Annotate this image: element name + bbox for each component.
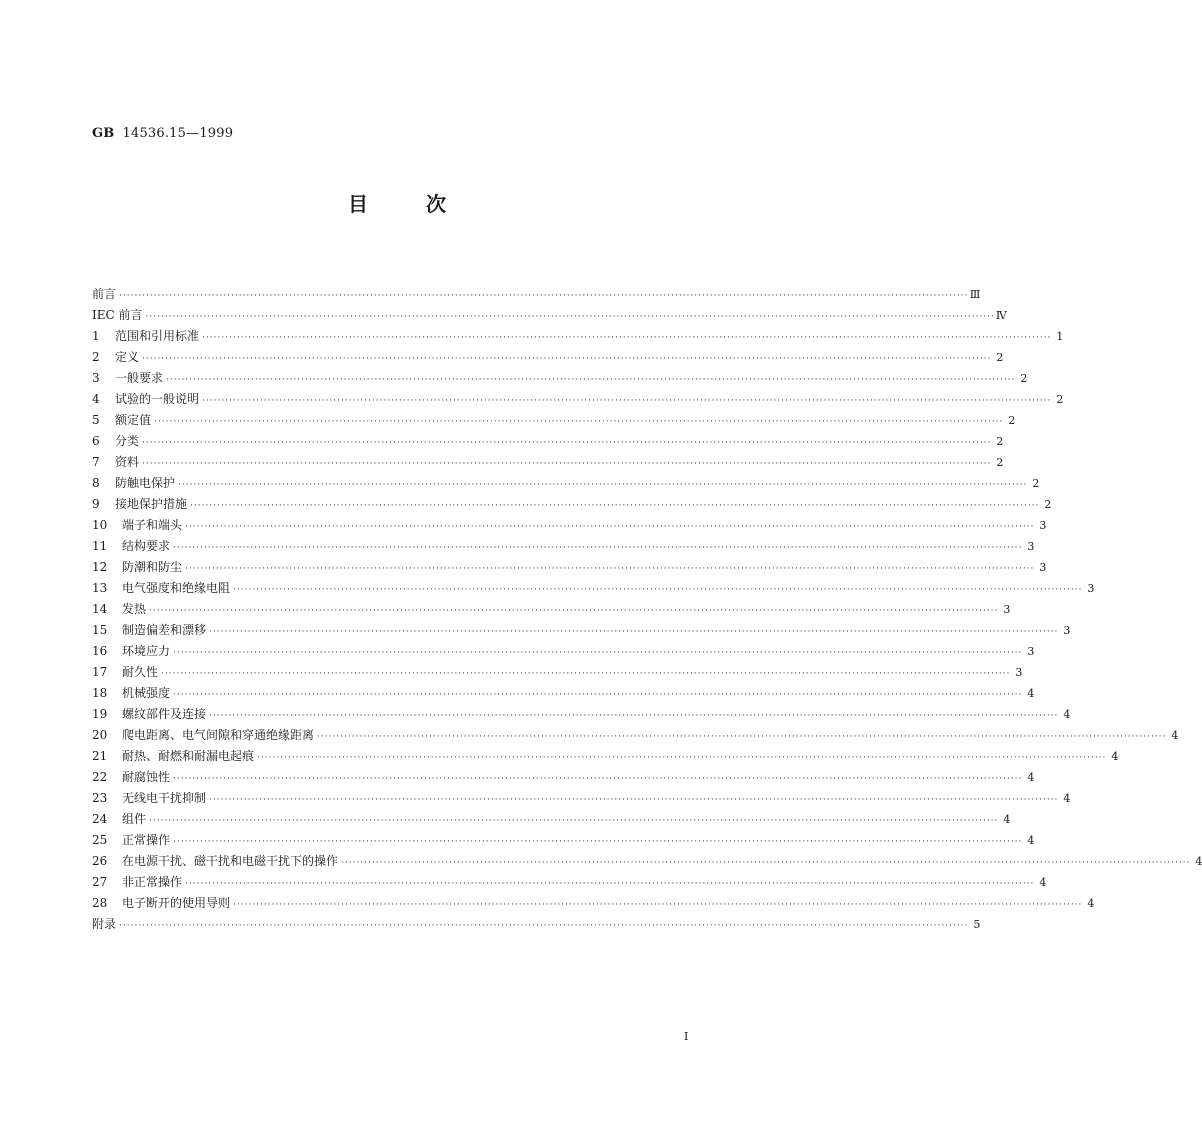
toc-entry-label: 定义 [115,350,140,364]
toc-entry-page: 4 [1027,771,1035,784]
toc-leader-dots: ···························································································································································································································· [166,375,1016,385]
toc-entry-page: 4 [1003,813,1011,826]
toc-entry[interactable] [92,431,1004,452]
toc-entry-number: 5 [92,413,100,427]
toc-entry-number: 1 [92,329,100,343]
toc-entry-label: 试验的一般说明 [115,392,200,406]
toc-leader-dots: ···························································································································································································································· [142,459,992,469]
toc-leader-dots: ···························································································································································································································· [185,879,1035,889]
toc-entry-page: 2 [996,456,1004,469]
toc-entry-label: 接地保护措施 [115,497,188,511]
toc-entry[interactable] [92,536,1035,557]
toc-leader-dots: ···························································································································································································································· [173,690,1023,700]
toc-leader-dots: ···························································································································································································································· [173,774,1023,784]
toc-entry[interactable] [92,872,1047,893]
toc-entry[interactable] [92,410,1016,431]
toc-entry-number: 22 [92,770,108,784]
toc-entry-page: 4 [1027,687,1035,700]
toc-leader-dots: ···························································································································································································································· [173,543,1023,553]
toc-entry-number: 10 [92,518,108,532]
toc-entry-page: 3 [1027,540,1035,553]
toc-entry-label: 端子和端头 [122,518,183,532]
toc-entry-number: 28 [92,896,108,910]
toc-entry-page: 2 [996,435,1004,448]
toc-entry-number: 3 [92,371,100,385]
toc-entry-number: 25 [92,833,108,847]
toc-entry-label: 制造偏差和漂移 [122,623,207,637]
toc-entry-number: 7 [92,455,100,469]
toc-entry-label: 耐腐蚀性 [122,770,171,784]
toc-leader-dots: ···························································································································································································································· [233,900,1083,910]
toc-entry-page: 4 [1063,792,1071,805]
toc-leader-dots: ···························································································································································································································· [317,732,1167,742]
toc-entry-label: 电子断开的使用导则 [122,896,231,910]
toc-entry[interactable] [92,683,1035,704]
toc-leader-dots: ···························································································································································································································· [257,753,1107,763]
toc-entry-label: 爬电距离、电气间隙和穿通绝缘距离 [122,728,315,742]
toc-leader-dots: ···························································································································································································································· [149,816,999,826]
toc-entry[interactable] [92,641,1035,662]
table-of-contents [92,284,1202,935]
toc-entry-label: 资料 [115,455,140,469]
toc-leader-dots: ···························································································································································································································· [178,480,1028,490]
toc-entry-page: 4 [1087,897,1095,910]
toc-leader-dots: ···························································································································································································································· [233,585,1083,595]
toc-entry-label: 分类 [115,434,140,448]
standard-code: GB [92,126,115,141]
toc-leader-dots: ···························································································································································································································· [209,795,1059,805]
toc-leader-dots: ···························································································································································································································· [209,627,1059,637]
toc-entry[interactable] [92,452,1004,473]
toc-entry[interactable] [92,704,1071,725]
toc-entry-number: 2 [92,350,100,364]
toc-entry-label: 在电源干扰、磁干扰和电磁干扰下的操作 [122,854,339,868]
toc-entry-label: 额定值 [115,413,152,427]
toc-entry[interactable] [92,809,1011,830]
toc-leader-dots: ···························································································································································································································· [154,417,1004,427]
toc-entry[interactable] [92,662,1023,683]
toc-entry-label: 发热 [122,602,147,616]
toc-entry-page: 4 [1171,729,1179,742]
toc-entry-page: 2 [1032,477,1040,490]
toc-entry[interactable] [92,578,1095,599]
page-title: 目次 [348,192,504,216]
toc-entry-label: 螺纹部件及连接 [122,707,207,721]
toc-entry-page: 2 [1044,498,1052,511]
standard-number: 14536.15—1999 [122,126,234,141]
toc-entry[interactable] [92,368,1028,389]
toc-entry-page: Ⅲ [969,288,981,301]
toc-entry-page: 4 [1027,834,1035,847]
toc-entry-number: 11 [92,539,108,553]
toc-leader-dots: ···························································································································································································································· [190,501,1040,511]
toc-entry[interactable] [92,725,1179,746]
toc-entry-number: 14 [92,602,108,616]
toc-entry-number: 16 [92,644,108,658]
toc-entry-label: 耐热、耐燃和耐漏电起痕 [122,749,255,763]
toc-entry-label: 无线电干扰抑制 [122,791,207,805]
toc-entry-number: 6 [92,434,100,448]
toc-entry[interactable] [92,767,1035,788]
toc-leader-dots: ···························································································································································································································· [341,858,1191,868]
toc-entry-label: 一般要求 [115,371,164,385]
toc-entry-page: 3 [1039,519,1047,532]
document-header [92,126,233,141]
toc-entry-number: 19 [92,707,108,721]
toc-entry-number: 17 [92,665,108,679]
toc-leader-dots: ···························································································································································································································· [161,669,1011,679]
toc-entry-label: 附录 [92,917,117,931]
toc-entry-page: 5 [973,918,981,931]
toc-leader-dots: ···························································································································································································································· [185,522,1035,532]
toc-entry-number: 9 [92,497,100,511]
toc-entry[interactable] [92,389,1064,410]
toc-entry[interactable] [92,620,1071,641]
toc-leader-dots: ···························································································································································································································· [173,837,1023,847]
toc-entry-number: 15 [92,623,108,637]
toc-entry[interactable] [92,788,1071,809]
toc-entry-label: 环境应力 [122,644,171,658]
toc-entry-number: 20 [92,728,108,742]
toc-entry[interactable] [92,347,1004,368]
toc-leader-dots: ···························································································································································································································· [202,396,1052,406]
toc-entry-page: 4 [1063,708,1071,721]
toc-entry[interactable] [92,473,1040,494]
toc-entry-page: 2 [1020,372,1028,385]
toc-entry-page: 1 [1056,330,1064,343]
toc-entry-page: 3 [1039,561,1047,574]
toc-entry-label: 防触电保护 [115,476,176,490]
toc-entry[interactable] [92,599,1011,620]
toc-entry-page: 4 [1039,876,1047,889]
toc-entry[interactable] [92,284,981,305]
toc-entry-label: 耐久性 [122,665,159,679]
toc-entry[interactable] [92,851,1202,872]
toc-leader-dots: ···························································································································································································································· [173,648,1023,658]
toc-entry-page: 3 [1063,624,1071,637]
toc-entry-page: 4 [1195,855,1202,868]
toc-entry-page: 3 [1087,582,1095,595]
toc-entry-number: 26 [92,854,108,868]
toc-entry[interactable] [92,830,1035,851]
toc-leader-dots: ···························································································································································································································· [142,354,992,364]
toc-entry-number: 12 [92,560,108,574]
toc-leader-dots: ···························································································································································································································· [202,333,1052,343]
toc-entry-number: 24 [92,812,108,826]
toc-entry-number: 8 [92,476,100,490]
toc-entry-label: 机械强度 [122,686,171,700]
toc-leader-dots: ···························································································································································································································· [209,711,1059,721]
toc-entry-number: 23 [92,791,108,805]
toc-entry-number: 27 [92,875,108,889]
toc-entry-label: 组件 [122,812,147,826]
toc-entry-number: 13 [92,581,108,595]
toc-entry-page: 3 [1003,603,1011,616]
toc-entry-label: 电气强度和绝缘电阻 [122,581,231,595]
toc-entry-page: 2 [1056,393,1064,406]
toc-entry-label: IEC 前言 [92,308,143,322]
toc-entry-label: 结构要求 [122,539,171,553]
toc-entry[interactable] [92,326,1064,347]
page-number: I [684,1030,689,1043]
toc-entry[interactable] [92,557,1047,578]
toc-entry[interactable] [92,515,1047,536]
toc-entry[interactable] [92,893,1095,914]
toc-entry[interactable] [92,494,1052,515]
toc-entry[interactable] [92,305,1007,326]
toc-leader-dots: ···························································································································································································································· [142,438,992,448]
toc-entry-page: 3 [1027,645,1035,658]
toc-entry-label: 正常操作 [122,833,171,847]
toc-leader-dots: ···························································································································································································································· [119,921,969,931]
toc-entry-page: 4 [1111,750,1119,763]
toc-leader-dots: ···························································································································································································································· [119,291,969,301]
toc-entry-number: 4 [92,392,100,406]
toc-entry-label: 范围和引用标准 [115,329,200,343]
toc-entry-number: 18 [92,686,108,700]
toc-entry[interactable] [92,746,1119,767]
toc-entry-page: Ⅳ [995,309,1007,322]
toc-leader-dots: ···························································································································································································································· [149,606,999,616]
toc-entry-number: 21 [92,749,108,763]
toc-entry-label: 非正常操作 [122,875,183,889]
toc-entry-label: 前言 [92,287,117,301]
toc-entry-page: 3 [1015,666,1023,679]
toc-entry[interactable] [92,914,981,935]
toc-leader-dots: ···························································································································································································································· [185,564,1035,574]
toc-leader-dots: ···························································································································································································································· [145,312,995,322]
toc-entry-label: 防潮和防尘 [122,560,183,574]
toc-entry-page: 2 [996,351,1004,364]
toc-entry-page: 2 [1008,414,1016,427]
